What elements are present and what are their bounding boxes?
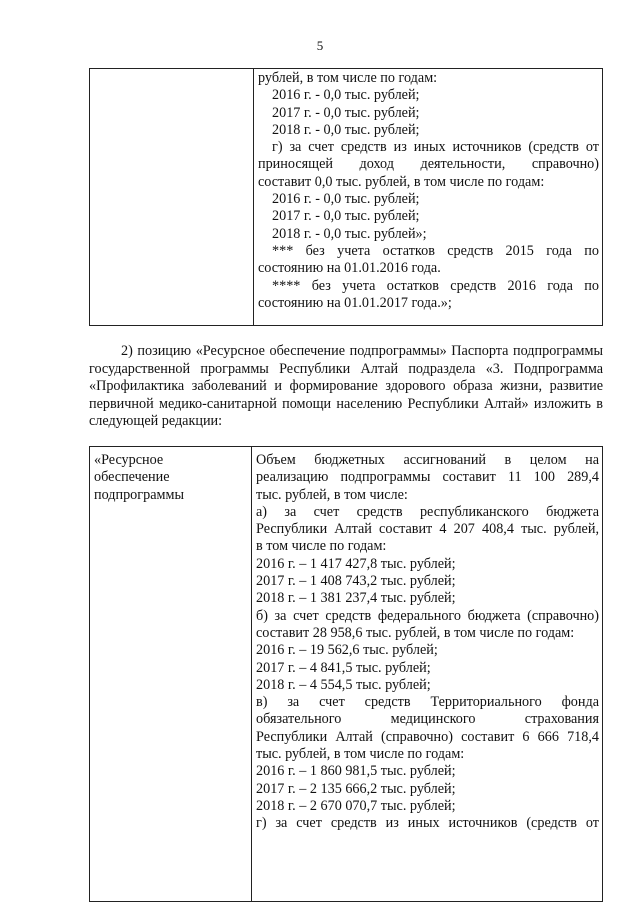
- text-line: составит 28 958,6 тыс. рублей, в том числе по годам:: [256, 624, 575, 641]
- text-line: Республики Алтай составит 4 207 408,4 тыс. рублей,: [256, 521, 599, 538]
- text-line: 2018 г. – 4 554,5 тыс. рублей;: [256, 676, 431, 693]
- text-line: 2018 г. - 0,0 тыс. рублей»;: [272, 225, 427, 242]
- text-line: *** без учета остатков средств 2015 года по: [272, 242, 599, 259]
- text-line: 2018 г. – 2 670 070,7 тыс. рублей;: [256, 797, 456, 814]
- text-line: реализацию подпрограммы составит 11 100 289,4: [256, 469, 599, 486]
- text-line: б) за счет средств федерального бюджета (справочно): [256, 607, 599, 624]
- table1-left-cell: [90, 69, 254, 326]
- text-line: 2018 г. - 0,0 тыс. рублей;: [272, 121, 420, 138]
- text-line: 2017 г. - 0,0 тыс. рублей;: [272, 104, 420, 121]
- table2-left-cell: [90, 447, 252, 902]
- text-line: составит 0,0 тыс. рублей, в том числе по годам:: [258, 173, 545, 190]
- text-line: г) за счет средств из иных источников (средств от: [256, 815, 599, 832]
- table2-label-line: «Ресурсное: [94, 452, 164, 468]
- resource-table-new: [89, 446, 603, 902]
- text-line: Республики Алтай (справочно) составит 6 666 718,4: [256, 728, 599, 745]
- text-line: тыс. рублей, в том числе по годам:: [256, 746, 465, 763]
- text-line: приносящей доход деятельности, справочно): [258, 156, 599, 173]
- text-line: состоянию на 01.01.2017 года.»;: [258, 294, 452, 311]
- text-line: 2017 г. – 2 135 666,2 тыс. рублей;: [256, 780, 456, 797]
- text-line: **** без учета остатков средств 2016 года по: [272, 277, 599, 294]
- text-line: 2016 г. - 0,0 тыс. рублей;: [272, 87, 420, 104]
- text-line: в том числе по годам:: [256, 538, 387, 555]
- text-line: 2016 г. – 1 417 427,8 тыс. рублей;: [256, 555, 456, 572]
- text-line: 2016 г. – 1 860 981,5 тыс. рублей;: [256, 763, 456, 780]
- text-line: рублей, в том числе по годам:: [258, 70, 438, 86]
- resource-table-continued: [89, 68, 603, 326]
- text-line: 2016 г. – 19 562,6 тыс. рублей;: [256, 642, 438, 659]
- text-line: 2017 г. – 1 408 743,2 тыс. рублей;: [256, 573, 456, 590]
- table2-right-cell: [252, 447, 603, 902]
- text-line: а) за счет средств республиканского бюджета: [256, 503, 599, 520]
- text-line: 2018 г. – 1 381 237,4 тыс. рублей;: [256, 590, 456, 607]
- text-line: обязательного медицинского страхования: [256, 711, 599, 728]
- text-line: Объем бюджетных ассигнований в целом на: [256, 452, 599, 468]
- text-line: тыс. рублей, в том числе:: [256, 486, 408, 503]
- text-line: в) за счет средств Территориального фонда: [256, 694, 599, 711]
- text-line: 2017 г. - 0,0 тыс. рублей;: [272, 208, 420, 225]
- table1-right-cell: [254, 69, 603, 326]
- text-line: г) за счет средств из иных источников (средств от: [272, 139, 599, 156]
- table1-text-block: [258, 70, 599, 312]
- table2-label-line: подпрограммы: [94, 486, 184, 503]
- amendment-paragraph: 2) позицию «Ресурсное обеспечение подпрограммы» Паспорта подпрограммы государственной программы Республики Алтай подраздела «3. Подпрограмма «Профилактика заболеваний и формирование здорового образа жизни, развитие первичной медико-санитарной помощи населению Республики Алтай» изложить в следующей редакции:: [89, 343, 603, 430]
- table2-label-line: обеспечение: [94, 469, 170, 486]
- text-line: 2016 г. - 0,0 тыс. рублей;: [272, 191, 420, 208]
- text-line: 2017 г. – 4 841,5 тыс. рублей;: [256, 659, 431, 676]
- text-line: состоянию на 01.01.2016 года.: [258, 260, 441, 277]
- page-number: 5: [316, 38, 324, 53]
- table2-text-block: [256, 452, 599, 833]
